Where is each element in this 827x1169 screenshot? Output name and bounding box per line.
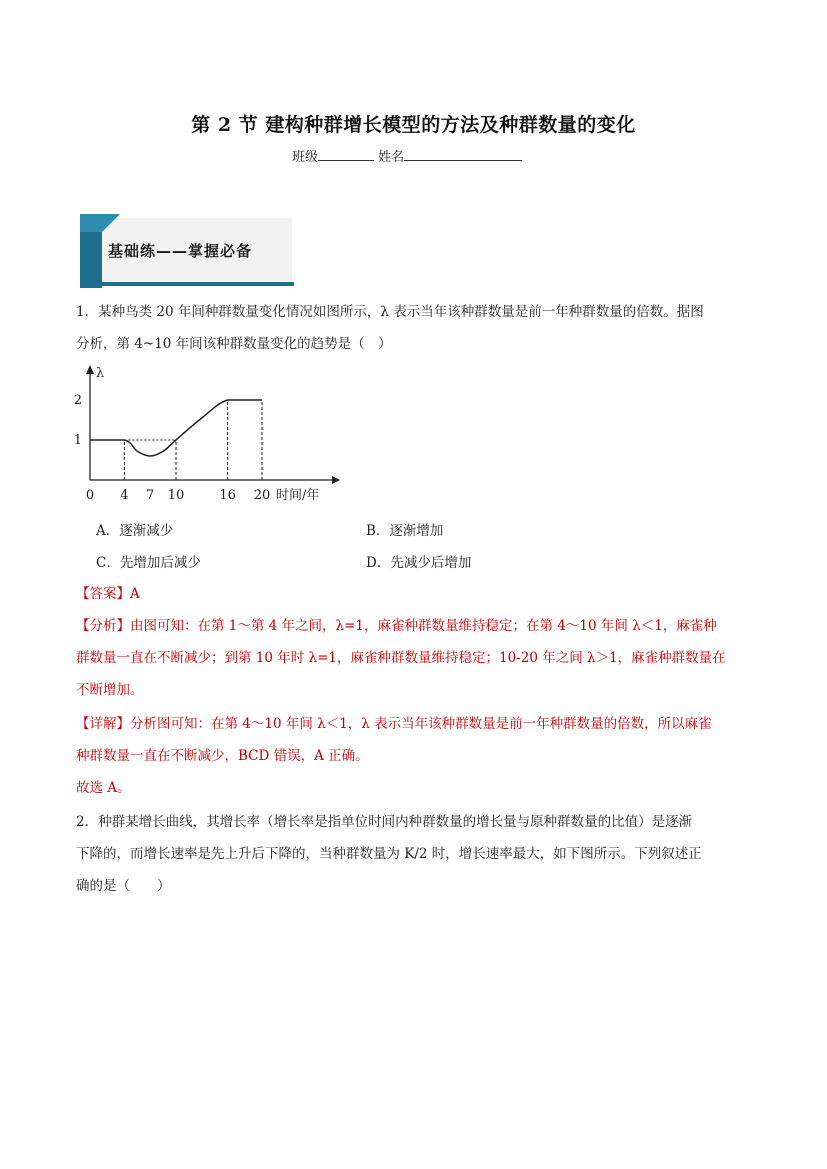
q1-detail [76, 708, 756, 772]
page-title: 第 2 节 建构种群增长模型的方法及种群数量的变化 [191, 114, 636, 136]
lambda-chart [70, 362, 340, 512]
q1-stem-line2: 分析，第 4~10 年间该种群数量变化的趋势是（ ） [76, 336, 392, 352]
option-c[interactable]: C．先增加后减少 [96, 555, 201, 571]
y-tick-label: 1 [73, 433, 82, 448]
option-d[interactable]: D．先减少后增加 [366, 555, 472, 571]
analysis-line1: 【分析】由图可知：在第 1～第 4 年之间，λ=1，麻雀种群数量维持稳定；在第 4～10 年间 λ＜1，麻雀种 [76, 618, 717, 634]
class-blank[interactable] [318, 148, 374, 161]
x-tick-label: 4 [120, 488, 129, 503]
q1-conclusion: 故选 A。 [76, 780, 131, 796]
y-axis-label: λ [96, 366, 105, 381]
analysis-line3: 不断增加。 [76, 682, 144, 698]
option-a[interactable]: A．逐渐减少 [96, 523, 174, 539]
x-tick-label: 20 [253, 488, 271, 503]
q1-stem [76, 296, 756, 360]
x-tick-label: 16 [219, 488, 236, 503]
x-tick-label: 7 [146, 488, 155, 503]
x-axis-arrow [332, 476, 340, 484]
q1-answer: 【答案】A [76, 586, 140, 602]
name-label: 姓名 [378, 150, 405, 165]
q1-analysis [76, 610, 756, 706]
q2-stem-line3: 确的是（ ） [76, 878, 171, 894]
student-info-line [292, 146, 522, 165]
q2-stem-line1: 2．种群某增长曲线，其增长率（增长率是指单位时间内种群数量的增长量与原种群数量的比值）是逐渐 [76, 814, 693, 830]
x-axis-label: 时间/年 [276, 488, 320, 503]
x-tick-label: 10 [167, 488, 185, 503]
q2-stem-line2: 下降的，而增长速率是先上升后下降的，当种群数量为 K/2 时，增长速率最大，如下图所示。下列叙述正 [76, 846, 702, 862]
y-axis-arrow [86, 365, 94, 374]
detail-line1: 【详解】分析图可知：在第 4～10 年间 λ＜1，λ 表示当年该种群数量是前一年种群数量的倍数，所以麻雀 [76, 716, 712, 732]
analysis-line2: 群数量一直在不断减少；到第 10 年时 λ=1，麻雀种群数量维持稳定；10-20 年之间 λ＞1，麻雀种群数量在 [76, 650, 726, 666]
class-label: 班级 [292, 150, 319, 165]
y-tick-label: 2 [73, 393, 82, 408]
detail-line2: 种群数量一直在不断减少，BCD 错误，A 正确。 [76, 748, 369, 764]
name-blank[interactable] [404, 148, 522, 161]
option-b[interactable]: B．逐渐增加 [366, 523, 444, 539]
q1-stem-line1: 1．某种鸟类 20 年间种群数量变化情况如图所示，λ 表示当年该种群数量是前一年种群数量的倍数。据图 [76, 304, 704, 320]
banner-label: 基础练——掌握必备 [108, 242, 253, 260]
x-tick-label: 0 [85, 488, 95, 503]
q2-stem [76, 806, 756, 902]
